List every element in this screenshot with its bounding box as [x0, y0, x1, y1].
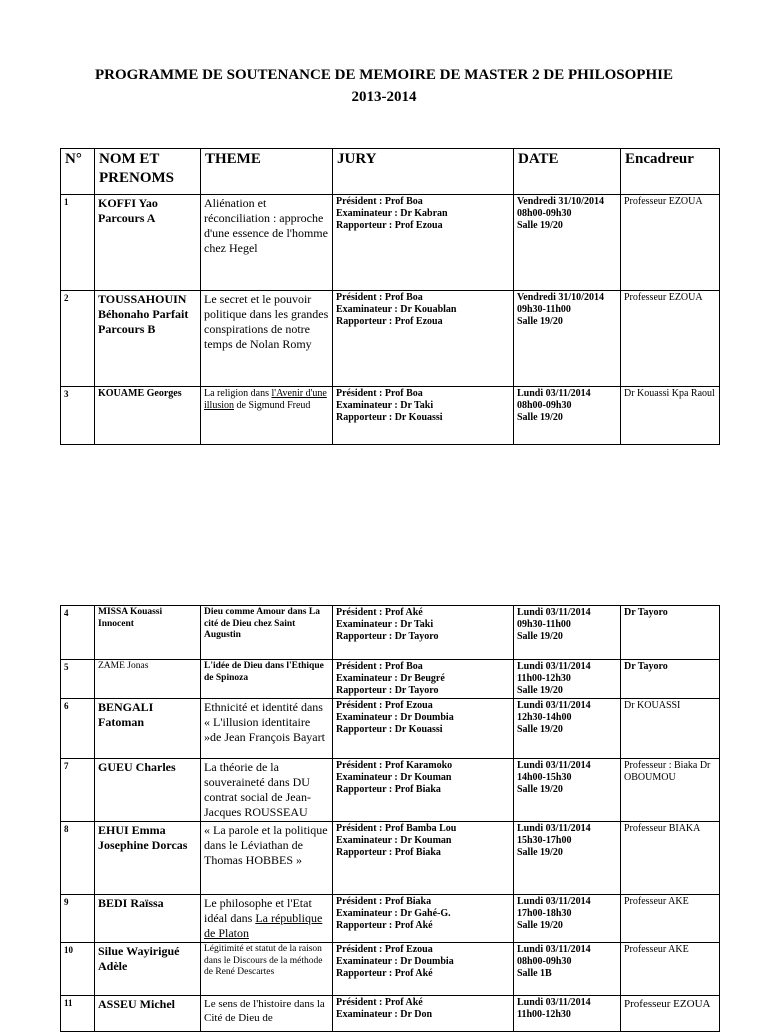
row-nom: KOUAME Georges	[95, 387, 201, 445]
row-theme: Aliénation et réconciliation : approche d'une essence de l'homme chez Hegel	[201, 195, 333, 291]
date-day: Vendredi 31/10/2014	[517, 292, 604, 303]
row-date	[514, 660, 621, 699]
row-encadreur: Dr Tayoro	[621, 660, 720, 699]
jury-examinateur: Examinateur : Dr Kouman	[336, 835, 452, 846]
date-time: 17h00-18h30	[517, 908, 572, 919]
row-theme: La théorie de la souveraineté dans DU contrat social de Jean-Jacques ROUSSEAU	[201, 759, 333, 822]
date-time: 08h00-09h30	[517, 208, 572, 219]
row-encadreur: Professeur AKE	[621, 895, 720, 943]
table-row	[61, 895, 720, 943]
row-nom: MISSA Kouassi Innocent	[95, 606, 201, 660]
jury-president: Président : Prof Boa	[336, 388, 423, 399]
row-jury	[333, 699, 514, 759]
row-date	[514, 606, 621, 660]
table-row	[61, 387, 720, 445]
theme-text: Le philosophe et l'Etat idéal dans	[204, 896, 312, 925]
header-nom: NOM ET PRENOMS	[95, 149, 201, 195]
row-num: 7	[61, 759, 95, 822]
row-nom: TOUSSAHOUIN Béhonaho Parfait Parcours B	[95, 291, 201, 387]
date-time: 09h30-11h00	[517, 619, 571, 630]
jury-examinateur: Examinateur : Dr Doumbia	[336, 712, 454, 723]
date-day: Lundi 03/11/2014	[517, 661, 591, 672]
date-time: 08h00-09h30	[517, 400, 572, 411]
table-row	[61, 195, 720, 291]
date-room: Salle 19/20	[517, 631, 563, 642]
jury-examinateur: Examinateur : Dr Beugré	[336, 673, 445, 684]
jury-examinateur: Examinateur : Dr Kabran	[336, 208, 448, 219]
theme-book-title: l'Avenir d'une illusion	[204, 388, 327, 411]
row-nom: ZAME Jonas	[95, 660, 201, 699]
jury-rapporteur: Rapporteur : Prof Aké	[336, 968, 433, 979]
date-day: Lundi 03/11/2014	[517, 760, 591, 771]
date-time: 15h30-17h00	[517, 835, 572, 846]
schedule-table-2	[60, 605, 720, 1032]
row-num: 3	[61, 387, 95, 445]
row-nom: ASSEU Michel	[95, 996, 201, 1032]
row-num: 8	[61, 822, 95, 895]
row-nom: KOFFI Yao Parcours A	[95, 195, 201, 291]
row-encadreur: Professeur EZOUA	[621, 291, 720, 387]
row-theme: L'idée de Dieu dans l'Ethique de Spinoza	[201, 660, 333, 699]
date-day: Lundi 03/11/2014	[517, 997, 591, 1008]
row-jury	[333, 606, 514, 660]
jury-examinateur: Examinateur : Dr Kouman	[336, 772, 452, 783]
row-encadreur: Dr Kouassi Kpa Raoul	[621, 387, 720, 445]
date-room: Salle 19/20	[517, 784, 563, 795]
header-date: DATE	[514, 149, 621, 195]
row-num: 4	[61, 606, 95, 660]
table-row	[61, 822, 720, 895]
jury-president: Président : Prof Aké	[336, 997, 423, 1008]
jury-president: Président : Prof Aké	[336, 607, 423, 618]
row-encadreur: Professeur AKE	[621, 943, 720, 996]
date-room: Salle 19/20	[517, 847, 563, 858]
jury-examinateur: Examinateur : Dr Taki	[336, 619, 434, 630]
row-nom: BENGALI Fatoman	[95, 699, 201, 759]
row-num: 6	[61, 699, 95, 759]
table-row	[61, 943, 720, 996]
row-encadreur: Professeur EZOUA	[621, 195, 720, 291]
jury-rapporteur: Rapporteur : Dr Tayoro	[336, 631, 439, 642]
row-date	[514, 822, 621, 895]
jury-rapporteur: Rapporteur : Prof Biaka	[336, 784, 441, 795]
jury-president: Président : Prof Boa	[336, 292, 423, 303]
row-date	[514, 699, 621, 759]
jury-examinateur: Examinateur : Dr Gahé-G.	[336, 908, 451, 919]
date-day: Lundi 03/11/2014	[517, 388, 591, 399]
row-jury	[333, 387, 514, 445]
jury-rapporteur: Rapporteur : Prof Biaka	[336, 847, 441, 858]
date-time: 11h00-12h30	[517, 1009, 571, 1020]
row-nom: GUEU Charles	[95, 759, 201, 822]
row-num: 11	[61, 996, 95, 1032]
row-jury	[333, 943, 514, 996]
row-theme	[201, 387, 333, 445]
date-room: Salle 19/20	[517, 220, 563, 231]
jury-rapporteur: Rapporteur : Prof Ezoua	[336, 316, 443, 327]
row-date	[514, 895, 621, 943]
theme-text: La religion dans	[204, 388, 272, 399]
header-encadreur: Encadreur	[621, 149, 720, 195]
document-year: 2013-2014	[351, 89, 417, 105]
jury-president: Président : Prof Karamoko	[336, 760, 453, 771]
date-time: 08h00-09h30	[517, 956, 572, 967]
date-room: Salle 19/20	[517, 412, 563, 423]
row-theme: « La parole et la politique dans le Léviathan de Thomas HOBBES »	[201, 822, 333, 895]
jury-rapporteur: Rapporteur : Prof Aké	[336, 920, 433, 931]
row-num: 10	[61, 943, 95, 996]
date-time: 09h30-11h00	[517, 304, 571, 315]
theme-text-end: de Sigmund Freud	[234, 400, 311, 411]
jury-president: Président : Prof Ezoua	[336, 944, 433, 955]
header-theme: THEME	[201, 149, 333, 195]
row-encadreur: Professeur BIAKA	[621, 822, 720, 895]
row-date	[514, 996, 621, 1032]
date-day: Lundi 03/11/2014	[517, 944, 591, 955]
row-encadreur: Dr KOUASSI	[621, 699, 720, 759]
row-jury	[333, 996, 514, 1032]
row-num: 2	[61, 291, 95, 387]
table-row	[61, 660, 720, 699]
row-encadreur: Dr Tayoro	[621, 606, 720, 660]
jury-rapporteur: Rapporteur : Prof Ezoua	[336, 220, 443, 231]
jury-examinateur: Examinateur : Dr Kouablan	[336, 304, 457, 315]
row-jury	[333, 660, 514, 699]
row-theme: Dieu comme Amour dans La cité de Dieu chez Saint Augustin	[201, 606, 333, 660]
schedule-table-1	[60, 148, 720, 445]
date-day: Vendredi 31/10/2014	[517, 196, 604, 207]
row-theme: Ethnicité et identité dans « L'illusion identitaire »de Jean François Bayart	[201, 699, 333, 759]
row-num: 5	[61, 660, 95, 699]
row-encadreur: Professeur : Biaka Dr OBOUMOU	[621, 759, 720, 822]
date-room: Salle 19/20	[517, 685, 563, 696]
jury-president: Président : Prof Biaka	[336, 896, 432, 907]
row-jury	[333, 195, 514, 291]
jury-rapporteur: Rapporteur : Dr Kouassi	[336, 412, 443, 423]
date-room: Salle 1B	[517, 968, 552, 979]
date-time: 11h00-12h30	[517, 673, 571, 684]
table-header-row	[61, 149, 720, 195]
row-num: 9	[61, 895, 95, 943]
date-room: Salle 19/20	[517, 920, 563, 931]
table-row	[61, 699, 720, 759]
date-room: Salle 19/20	[517, 316, 563, 327]
row-jury	[333, 895, 514, 943]
jury-examinateur: Examinateur : Dr Doumbia	[336, 956, 454, 967]
row-date	[514, 387, 621, 445]
jury-president: Président : Prof Boa	[336, 661, 423, 672]
row-num: 1	[61, 195, 95, 291]
row-theme	[201, 895, 333, 943]
jury-examinateur: Examinateur : Dr Don	[336, 1009, 433, 1020]
row-theme: Le sens de l'histoire dans la Cité de Dieu de	[201, 996, 333, 1032]
row-nom: BEDI Raïssa	[95, 895, 201, 943]
row-date	[514, 195, 621, 291]
jury-president: Président : Prof Bamba Lou	[336, 823, 457, 834]
header-num: N°	[61, 149, 95, 195]
row-jury	[333, 759, 514, 822]
date-time: 12h30-14h00	[517, 712, 572, 723]
jury-rapporteur: Rapporteur : Dr Tayoro	[336, 685, 439, 696]
jury-examinateur: Examinateur : Dr Taki	[336, 400, 434, 411]
jury-president: Président : Prof Boa	[336, 196, 423, 207]
row-date	[514, 943, 621, 996]
jury-rapporteur: Rapporteur : Dr Kouassi	[336, 724, 443, 735]
date-time: 14h00-15h30	[517, 772, 572, 783]
date-day: Lundi 03/11/2014	[517, 607, 591, 618]
header-jury: JURY	[333, 149, 514, 195]
theme-book-title: La république de Platon	[204, 911, 323, 940]
jury-president: Président : Prof Ezoua	[336, 700, 433, 711]
row-date	[514, 759, 621, 822]
row-nom: Silue Wayirigué Adèle	[95, 943, 201, 996]
date-room: Salle 19/20	[517, 724, 563, 735]
row-theme: Le secret et le pouvoir politique dans les grandes conspirations de notre temps de Nolan Romy	[201, 291, 333, 387]
row-jury	[333, 291, 514, 387]
table-row	[61, 606, 720, 660]
document-title: PROGRAMME DE SOUTENANCE DE MEMOIRE DE MASTER 2 DE PHILOSOPHIE	[95, 67, 673, 83]
row-nom: EHUI Emma Josephine Dorcas	[95, 822, 201, 895]
table-row	[61, 759, 720, 822]
date-day: Lundi 03/11/2014	[517, 896, 591, 907]
row-theme: Légitimité et statut de la raison dans le Discours de la méthode de René Descartes	[201, 943, 333, 996]
row-date	[514, 291, 621, 387]
table-row	[61, 996, 720, 1032]
row-jury	[333, 822, 514, 895]
table-row	[61, 291, 720, 387]
row-encadreur: Professeur EZOUA	[621, 996, 720, 1032]
date-day: Lundi 03/11/2014	[517, 823, 591, 834]
date-day: Lundi 03/11/2014	[517, 700, 591, 711]
